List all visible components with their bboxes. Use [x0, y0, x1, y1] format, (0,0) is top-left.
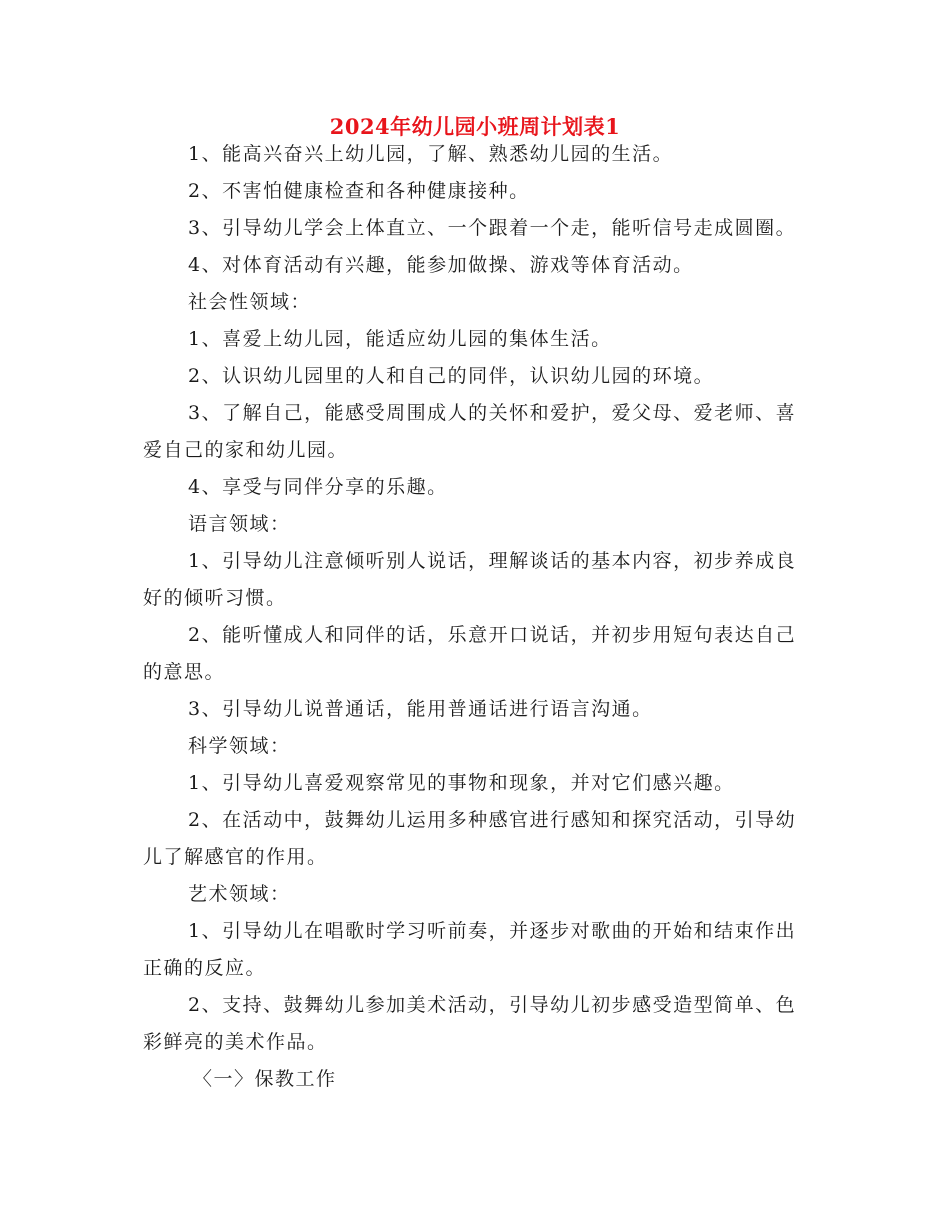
paragraph: 2、支持、鼓舞幼儿参加美术活动，引导幼儿初步感受造型简单、色彩鲜亮的美术作品。	[143, 994, 797, 1053]
paragraph: 1、能高兴奋兴上幼儿园，了解、熟悉幼儿园的生活。	[188, 143, 674, 165]
paragraph: 3、了解自己，能感受周围成人的关怀和爱护，爱父母、爱老师、喜爱自己的家和幼儿园。	[143, 402, 797, 461]
section-heading: 语言领域：	[188, 513, 291, 535]
document-title: 2024年幼儿园小班周计划表1	[329, 114, 621, 139]
paragraph: 2、在活动中，鼓舞幼儿运用多种感官进行感知和探究活动，引导幼儿了解感官的作用。	[143, 809, 797, 868]
paragraph: 3、引导幼儿学会上体直立、一个跟着一个走，能听信号走成圆圈。	[188, 217, 797, 239]
section-heading: 社会性领域：	[188, 291, 312, 313]
paragraph: 1、引导幼儿在唱歌时学习听前奏，并逐步对歌曲的开始和结束作出正确的反应。	[143, 920, 797, 979]
paragraph: 2、不害怕健康检查和各种健康接种。	[188, 180, 530, 202]
paragraph: 1、引导幼儿喜爱观察常见的事物和现象，并对它们感兴趣。	[188, 772, 735, 794]
paragraph: 2、认识幼儿园里的人和自己的同伴，认识幼儿园的环境。	[188, 365, 715, 387]
paragraph: 1、引导幼儿注意倾听别人说话，理解谈话的基本内容，初步养成良好的倾听习惯。	[143, 550, 797, 609]
paragraph: 2、能听懂成人和同伴的话，乐意开口说话，并初步用短句表达自己的意思。	[143, 624, 797, 683]
document-body	[143, 136, 808, 1098]
section-heading: 艺术领域：	[188, 883, 291, 905]
subsection-heading: 〈一〉保教工作	[193, 1068, 337, 1090]
paragraph: 4、对体育活动有兴趣，能参加做操、游戏等体育活动。	[188, 254, 694, 276]
paragraph: 3、引导幼儿说普通话，能用普通话进行语言沟通。	[188, 698, 653, 720]
section-heading: 科学领域：	[188, 735, 291, 757]
paragraph: 4、享受与同伴分享的乐趣。	[188, 476, 448, 498]
paragraph: 1、喜爱上幼儿园，能适应幼儿园的集体生活。	[188, 328, 612, 350]
